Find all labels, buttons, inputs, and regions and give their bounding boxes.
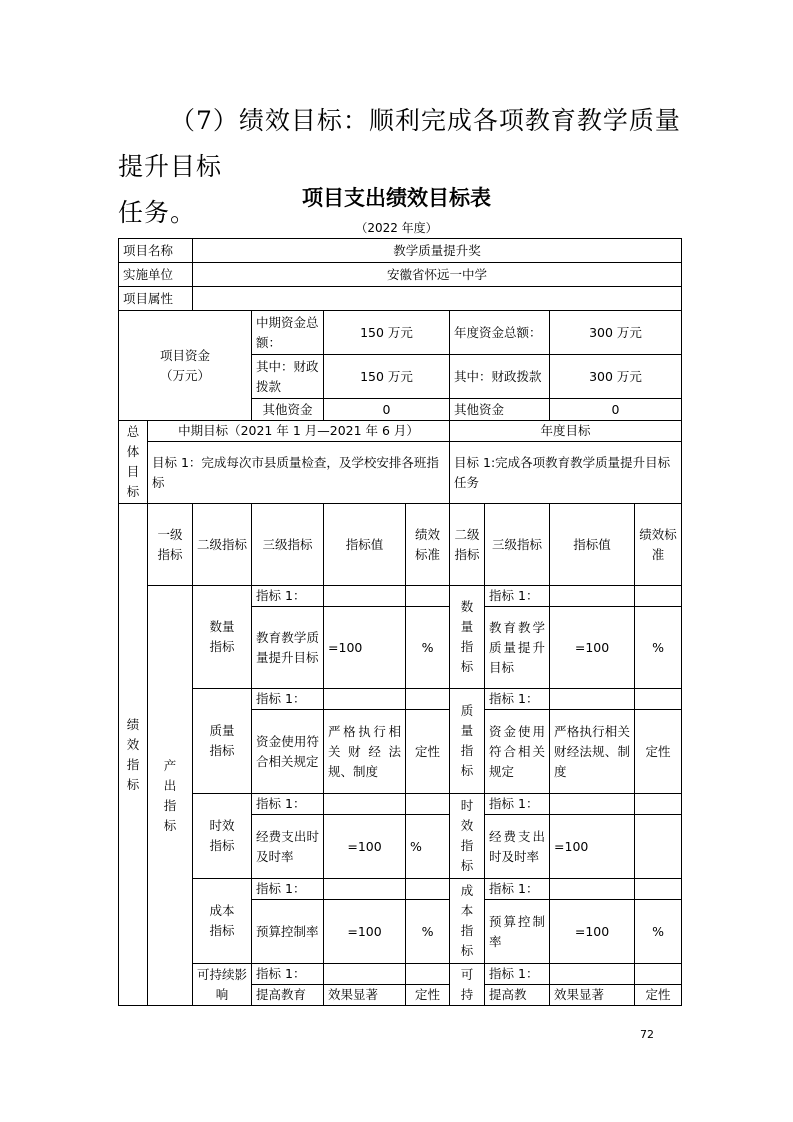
- mid-fiscal-value: 150 万元: [324, 355, 450, 399]
- sustainability-indicator-right: 可持: [450, 964, 485, 1006]
- quantity-value-right: =100: [550, 607, 635, 689]
- sustainability-standard-right: 定性: [635, 985, 682, 1006]
- timeliness-value-right: =100: [550, 815, 635, 879]
- empty-cell: [635, 586, 682, 607]
- quality-sub-label: 指标 1：: [252, 689, 324, 710]
- cost-standard: %: [406, 900, 450, 964]
- empty-cell: [550, 794, 635, 815]
- quantity-standard: %: [406, 607, 450, 689]
- quality-standard-right: 定性: [635, 710, 682, 794]
- timeliness-level3-right: 经费支出时及时率: [485, 815, 550, 879]
- timeliness-standard: %: [406, 815, 450, 879]
- paragraph-line-2: 任务。: [118, 198, 197, 227]
- empty-cell: [406, 794, 450, 815]
- quality-value-right: 严格执行相关财经法规、制度: [550, 710, 635, 794]
- empty-cell: [550, 879, 635, 900]
- quantity-level3: 教育教学质量提升目标: [252, 607, 324, 689]
- sustainability-sub-label-right: 指标 1：: [485, 964, 550, 985]
- cost-sub-label-right: 指标 1：: [485, 879, 550, 900]
- cost-value: =100: [324, 900, 406, 964]
- empty-cell: [324, 794, 406, 815]
- quality-standard: 定性: [406, 710, 450, 794]
- year-target-header: 年度目标: [450, 421, 682, 442]
- table-title: 项目支出绩效目标表: [302, 186, 491, 210]
- project-attribute-label: 项目属性: [119, 287, 193, 311]
- project-funds-label: 项目资金（万元）: [119, 311, 252, 421]
- level2-header-right: 二级指标: [450, 504, 485, 586]
- quality-indicator-right: 质量指标: [450, 689, 485, 794]
- project-name-label: 项目名称: [119, 239, 193, 263]
- timeliness-level3: 经费支出时及时率: [252, 815, 324, 879]
- empty-cell: [635, 689, 682, 710]
- year-fiscal-label: 其中：财政拨款: [450, 355, 550, 399]
- standard-header: 绩效标准: [406, 504, 450, 586]
- empty-cell: [324, 689, 406, 710]
- mid-total-label: 中期资金总额：: [252, 311, 324, 355]
- value-header: 指标值: [324, 504, 406, 586]
- overall-target-label: 总体目标: [119, 421, 148, 504]
- empty-cell: [324, 586, 406, 607]
- timeliness-sub-label: 指标 1：: [252, 794, 324, 815]
- value-header-right: 指标值: [550, 504, 635, 586]
- page-number: 72: [640, 1028, 654, 1041]
- project-attribute-value: [193, 287, 682, 311]
- level3-header: 三级指标: [252, 504, 324, 586]
- empty-cell: [635, 964, 682, 985]
- standard-header-right: 绩效标准: [635, 504, 682, 586]
- empty-cell: [635, 794, 682, 815]
- mid-fiscal-label: 其中：财政拨款: [252, 355, 324, 399]
- quantity-standard-right: %: [635, 607, 682, 689]
- sustainability-sub-label: 指标 1：: [252, 964, 324, 985]
- year-other-label: 其他资金: [450, 399, 550, 421]
- level1-header: 一级指标: [148, 504, 193, 586]
- level3-header-right: 三级指标: [485, 504, 550, 586]
- empty-cell: [550, 586, 635, 607]
- sustainability-value: 效果显著: [324, 985, 406, 1006]
- mid-other-value: 0: [324, 399, 450, 421]
- quantity-indicator-right: 数量指标: [450, 586, 485, 689]
- quality-sub-label-right: 指标 1：: [485, 689, 550, 710]
- mid-other-label: 其他资金: [252, 399, 324, 421]
- empty-cell: [324, 879, 406, 900]
- cost-level3: 预算控制率: [252, 900, 324, 964]
- cost-sub-label: 指标 1：: [252, 879, 324, 900]
- project-name-value: 教学质量提升奖: [193, 239, 682, 263]
- quality-level3: 资金使用符合相关规定: [252, 710, 324, 794]
- output-indicator-label: 产出指标: [148, 586, 193, 1006]
- year-other-value: 0: [550, 399, 682, 421]
- empty-cell: [406, 879, 450, 900]
- quality-value: 严格执行相关财经法规、制度: [324, 710, 406, 794]
- year-target-text: 目标 1:完成各项教育教学质量提升目标任务: [450, 442, 682, 504]
- timeliness-indicator-right: 时效指标: [450, 794, 485, 879]
- implementing-unit-value: 安徽省怀远一中学: [193, 263, 682, 287]
- cost-level3-right: 预算控制率: [485, 900, 550, 964]
- level2-header: 二级指标: [193, 504, 252, 586]
- empty-cell: [324, 964, 406, 985]
- timeliness-standard-right: [635, 815, 682, 879]
- empty-cell: [635, 879, 682, 900]
- quality-indicator: 质量指标: [193, 689, 252, 794]
- paragraph-line-1: （7）绩效目标：顺利完成各项教育教学质量提升目标: [118, 106, 681, 181]
- cost-indicator-right: 成本指标: [450, 879, 485, 964]
- body-paragraph: [118, 98, 688, 236]
- cost-indicator: 成本指标: [193, 879, 252, 964]
- table-year: （2022 年度）: [355, 221, 438, 235]
- empty-cell: [550, 964, 635, 985]
- year-total-value: 300 万元: [550, 311, 682, 355]
- year-fiscal-value: 300 万元: [550, 355, 682, 399]
- empty-cell: [406, 964, 450, 985]
- mid-total-value: 150 万元: [324, 311, 450, 355]
- quantity-value: =100: [324, 607, 406, 689]
- year-total-label: 年度资金总额：: [450, 311, 550, 355]
- sustainability-indicator: 可持续影响: [193, 964, 252, 1006]
- implementing-unit-label: 实施单位: [119, 263, 193, 287]
- mid-target-header: 中期目标（2021 年 1 月—2021 年 6 月）: [148, 421, 450, 442]
- performance-indicator-label: 绩效指标: [119, 504, 148, 1006]
- sustainability-standard: 定性: [406, 985, 450, 1006]
- quantity-sub-label-right: 指标 1：: [485, 586, 550, 607]
- empty-cell: [406, 689, 450, 710]
- quality-level3-right: 资金使用符合相关规定: [485, 710, 550, 794]
- cost-standard-right: %: [635, 900, 682, 964]
- quantity-indicator: 数量指标: [193, 586, 252, 689]
- sustainability-value-right: 效果显著: [550, 985, 635, 1006]
- empty-cell: [550, 689, 635, 710]
- timeliness-sub-label-right: 指标 1：: [485, 794, 550, 815]
- sustainability-level3-right: 提高教: [485, 985, 550, 1006]
- performance-target-table: [118, 238, 682, 1006]
- quantity-sub-label: 指标 1：: [252, 586, 324, 607]
- timeliness-indicator: 时效指标: [193, 794, 252, 879]
- empty-cell: [406, 586, 450, 607]
- quantity-level3-right: 教育教学质量提升目标: [485, 607, 550, 689]
- cost-value-right: =100: [550, 900, 635, 964]
- mid-target-text: 目标 1：完成每次市县质量检查，及学校安排各班指标: [148, 442, 450, 504]
- sustainability-level3: 提高教育: [252, 985, 324, 1006]
- timeliness-value: =100: [324, 815, 406, 879]
